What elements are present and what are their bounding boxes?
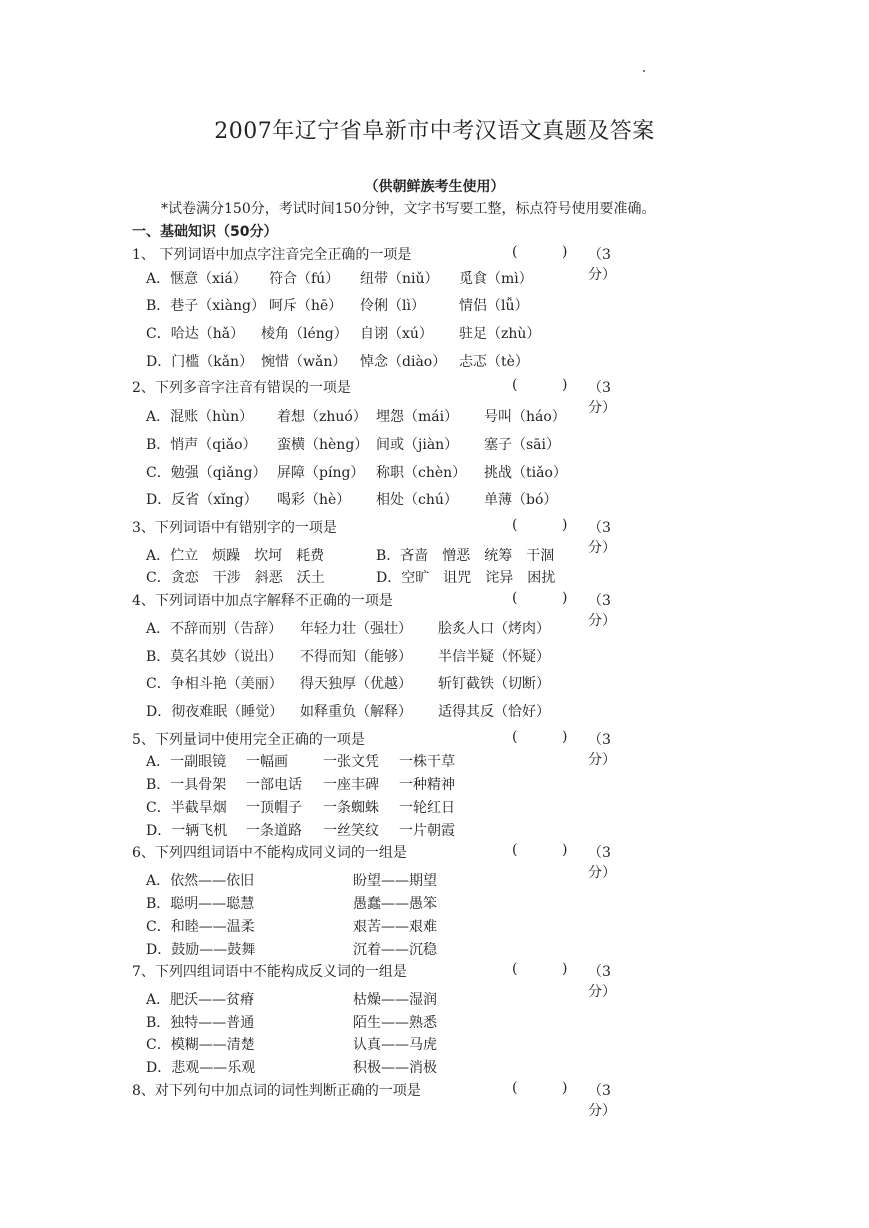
- question-stem: 2、下列多音字注音有错误的一项是: [132, 380, 351, 396]
- question-score: （3分）: [588, 1083, 616, 1119]
- q2-option-b: B．悄声（qiǎo） 蛮横（hèng） 间或（jiàn） 塞子（sāi）: [146, 437, 561, 453]
- q4-option-b: B．莫名其妙（说出） 不得而知（能够） 半信半疑（怀疑）: [146, 649, 550, 665]
- q4-option-c: C．争相斗艳（美丽） 得天独厚（优越） 斩钉截铁（切断）: [146, 676, 550, 692]
- exam-note: *试卷满分150分，考试时间150分钟，文字书写要工整，标点符号使用要准确。: [161, 201, 656, 217]
- question-stem: 1、 下列词语中加点字注音完全正确的一项是: [132, 247, 412, 263]
- q6-option-d: D．鼓励——鼓舞 沉着——沉稳: [146, 942, 437, 958]
- answer-blank: ( ): [512, 517, 568, 533]
- question-stem: 8、对下列句中加点词的词性判断正确的一项是: [132, 1083, 421, 1099]
- question-score: （3分）: [588, 380, 616, 416]
- question-8: [132, 1080, 616, 1119]
- q7-option-d: D．悲观——乐观 积极——消极: [146, 1060, 437, 1076]
- q3-option-b: B．吝啬 憎恶 统筹 干涸: [376, 548, 555, 564]
- q3-option-a: A．伫立 烦躁 坎坷 耗费: [146, 548, 325, 564]
- subtitle: （供朝鲜族考生使用）: [364, 179, 505, 195]
- q1-option-d: D．门槛（kǎn） 惋惜（wǎn） 悼念（diào） 忐忑（tè）: [146, 354, 529, 370]
- q4-option-d: D．彻夜难眠（睡觉） 如释重负（解释） 适得其反（恰好）: [146, 704, 550, 720]
- q6-option-a: A．依然——依旧 盼望——期望: [146, 873, 437, 889]
- question-2: [132, 377, 616, 416]
- answer-blank: ( ): [512, 590, 568, 606]
- answer-blank: ( ): [512, 377, 568, 393]
- q6-option-c: C．和睦——温柔 艰苦——艰难: [146, 919, 437, 935]
- q7-option-b: B．独特——普通 陌生——熟悉: [146, 1015, 437, 1031]
- section-heading: 一、基础知识（50分）: [132, 224, 278, 240]
- question-score: （3分）: [588, 732, 616, 768]
- q2-option-c: C．勉强（qiǎng） 屏障（píng） 称职（chèn） 挑战（tiǎo）: [146, 465, 567, 481]
- q2-option-d: D．反省（xǐng） 喝彩（hè） 相处（chú） 单薄（bó）: [146, 492, 558, 508]
- q3-option-c: C．贪恋 干涉 斜恶 沃土: [146, 570, 325, 586]
- question-score: （3分）: [588, 593, 616, 629]
- answer-blank: ( ): [512, 842, 568, 858]
- question-score: （3分）: [588, 247, 616, 283]
- q4-option-a: A．不辞而别（告辞） 年轻力壮（强壮） 脍炙人口（烤肉）: [146, 621, 550, 637]
- answer-blank: ( ): [512, 1080, 568, 1096]
- q1-option-c: C．哈达（hǎ） 棱角（léng） 自诩（xú） 驻足（zhù）: [146, 326, 541, 342]
- answer-blank: ( ): [512, 244, 568, 260]
- q3-option-d: D．空旷 诅咒 诧异 困扰: [376, 570, 556, 586]
- q6-option-b: B．聪明——聪慧 愚蠢——愚笨: [146, 896, 437, 912]
- q2-option-a: A．混账（hùn） 着想（zhuó） 埋怨（mái） 号叫（háo）: [146, 409, 566, 425]
- page-title: 2007年辽宁省阜新市中考汉语文真题及答案: [214, 119, 655, 144]
- page-dot-mark: [643, 70, 645, 72]
- question-stem: 5、下列量词中使用完全正确的一项是: [132, 732, 365, 748]
- question-stem: 4、下列词语中加点字解释不正确的一项是: [132, 593, 393, 609]
- question-stem: 3、下列词语中有错别字的一项是: [132, 520, 337, 536]
- answer-blank: ( ): [512, 729, 568, 745]
- answer-blank: ( ): [512, 961, 568, 977]
- q5-option-d: D．一辆飞机 一条道路 一丝笑纹 一片朝霞: [146, 823, 455, 839]
- question-stem: 6、下列四组词语中不能构成同义词的一组是: [132, 845, 407, 861]
- q5-option-a: A．一副眼镜 一幅画 一张文凭 一株干草: [146, 754, 455, 770]
- q5-option-b: B．一具骨架 一部电话 一座丰碑 一种精神: [146, 777, 455, 793]
- question-score: （3分）: [588, 964, 616, 1000]
- q5-option-c: C．半截旱烟 一顶帽子 一条蜘蛛 一轮红日: [146, 800, 455, 816]
- q1-option-a: A．惬意（xiá） 符合（fú） 纽带（niǔ） 觅食（mì）: [146, 271, 533, 287]
- q7-option-c: C．模糊——清楚 认真——马虎: [146, 1037, 437, 1053]
- q1-option-b: B．巷子（xiàng） 呵斥（hē） 伶俐（lì） 情侣（lǚ）: [146, 298, 529, 314]
- question-stem: 7、下列四组词语中不能构成反义词的一组是: [132, 964, 407, 980]
- q7-option-a: A．肥沃——贫瘠 枯燥——湿润: [146, 992, 437, 1008]
- question-score: （3分）: [588, 520, 616, 556]
- question-score: （3分）: [588, 845, 616, 881]
